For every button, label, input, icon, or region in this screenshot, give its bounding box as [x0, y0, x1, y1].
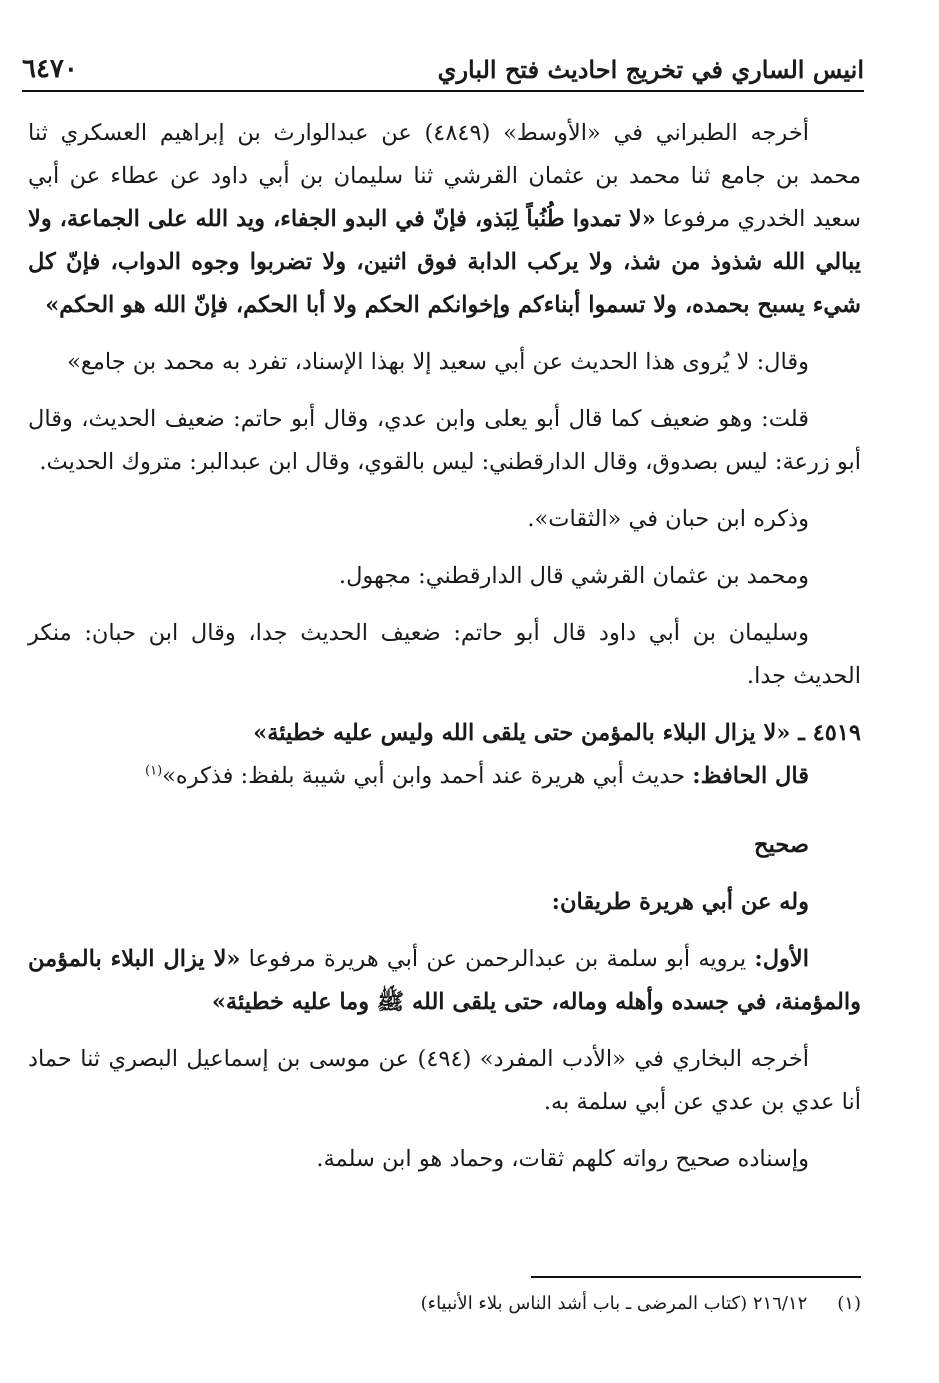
- hadith-heading: ٤٥١٩ ـ «لا يزال البلاء بالمؤمن حتى يلقى الله وليس عليه خطيئة»: [253, 720, 861, 746]
- first-path-text: يرويه أبو سلمة بن عبدالرحمن عن أبي هريرة مرفوعا: [240, 946, 755, 972]
- paragraph-text: أخرجه الطبراني في «الأوسط» (٤٨٤٩) عن عبدالوارث بن إبراهيم العسكري ثنا محمد بن جامع ثنا محمد بن عثمان القرشي ثنا سليمان بن أبي داود عن عطاء عن أبي سعيد الخدري مرفوعا: [28, 120, 861, 232]
- first-path-label: الأول:: [754, 946, 809, 972]
- paragraph-qurashi: ومحمد بن عثمان القرشي قال الدارقطني: مجهول.: [338, 563, 809, 589]
- footnote-separator: [531, 1276, 861, 1278]
- footnote-reference: (١): [145, 763, 163, 779]
- footnote: [28, 1290, 861, 1318]
- page-number: ٦٤٧٠: [22, 54, 78, 84]
- running-title: انيس الساري في تخريج احاديث فتح الباري: [437, 55, 864, 84]
- first-path-matn: «لا يزال البلاء بالمؤمن والمؤمنة، في جسده وأهله وماله، حتى يلقى الله ﷺ وما عليه خطيئة»: [28, 946, 861, 1015]
- paragraph-takhrij-tabarani: [28, 112, 861, 327]
- paragraph-ibn-hibban: وذكره ابن حبان في «الثقات».: [527, 506, 809, 532]
- footnote-mark: (١): [837, 1293, 861, 1314]
- hafiz-text: حديث أبي هريرة عند أحمد وابن أبي شيبة بلفظ: فذكره»: [162, 763, 693, 789]
- paragraph-hafiz: [28, 755, 861, 798]
- paragraph-bukhari: أخرجه البخاري في «الأدب المفرد» (٤٩٤) عن موسى بن إسماعيل البصري ثنا حماد أنا عدي بن عدي عن أبي سلمة به.: [28, 1046, 861, 1115]
- hadith-matn: «لا تمدوا طُنُباً لِبَذو، فإنّ في البدو الجفاء، ويد الله على الجماعة، ولا يبالي الله شذوذ من شذ، ولا يركب الدابة فوق اثنين، ولا تضربوا وجوه الدواب، فإنّ كل شيء يسبح بحمده، ولا تسموا أبناءكم وإخوانكم الحكم ولا أبا الحكم، فإنّ الله هو الحكم»: [28, 206, 861, 318]
- paragraph-narrator-assessment: قلت: وهو ضعيف كما قال أبو يعلى وابن عدي، وقال أبو حاتم: ضعيف الحديث، وقال أبو زرعة: ليس بصدوق، وقال الدارقطني: ليس بالقوي، وقال ابن عبدالبر: متروك الحديث.: [28, 406, 861, 475]
- hadith-grade: صحيح: [754, 832, 809, 858]
- hafiz-label: قال الحافظ:: [692, 763, 809, 789]
- paragraph-isnad-grade: وإسناده صحيح رواته كلهم ثقات، وحماد هو ابن سلمة.: [316, 1146, 809, 1172]
- paths-heading: وله عن أبي هريرة طريقان:: [551, 889, 809, 915]
- paragraph-first-path: [28, 938, 861, 1024]
- page-body: [28, 112, 861, 1181]
- footnote-text: ٢١٦/١٢ (كتاب المرضى ـ باب أشد الناس بلاء الأنبياء): [420, 1293, 808, 1314]
- paragraph-tabarani-comment: وقال: لا يُروى هذا الحديث عن أبي سعيد إلا بهذا الإسناد، تفرد به محمد بن جامع»: [67, 349, 809, 375]
- paragraph-sulayman: وسليمان بن أبي داود قال أبو حاتم: ضعيف الحديث جدا، وقال ابن حبان: منكر الحديث جدا.: [28, 620, 861, 689]
- page-header: [22, 42, 864, 92]
